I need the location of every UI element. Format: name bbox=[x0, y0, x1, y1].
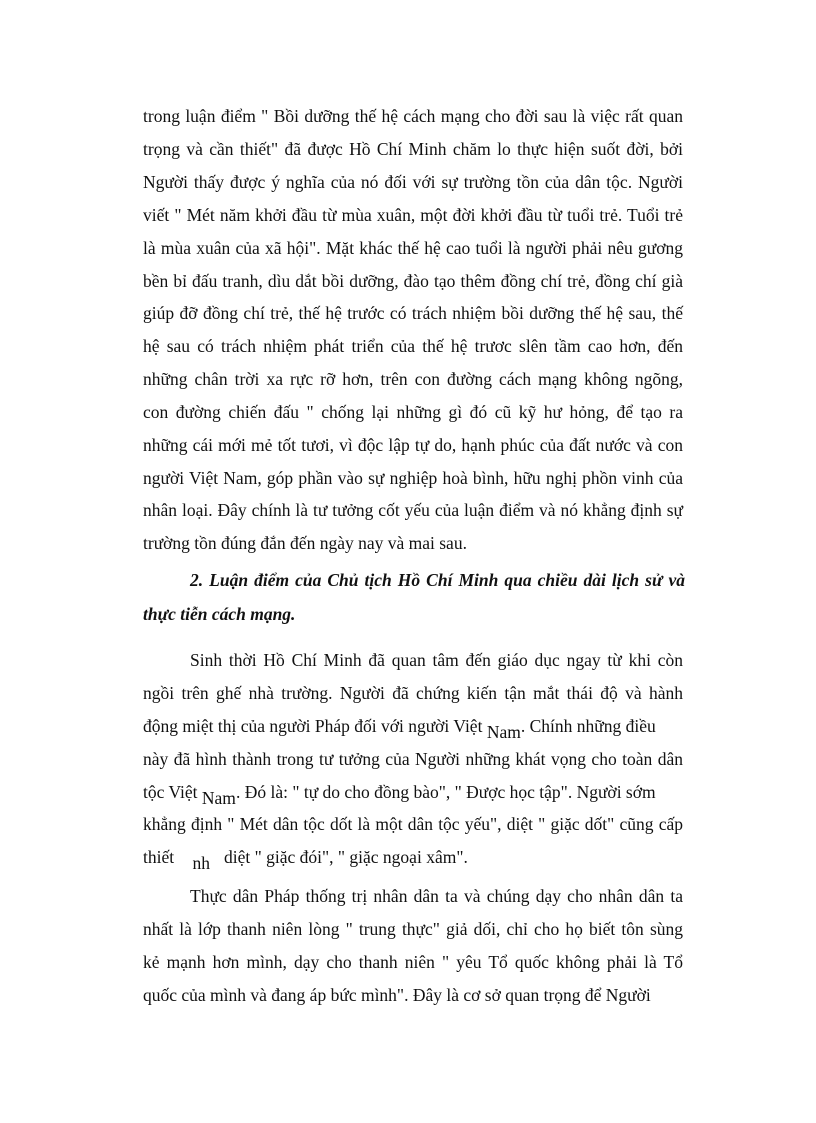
paragraph-3-line: kẻ mạnh hơn mình, dạy cho thanh niên " yêu Tổ quốc không phải là Tổ bbox=[143, 952, 683, 972]
paragraph-1-line: người Việt Nam, góp phần vào sự nghiệp hoà bình, hữu nghị phồn vinh của bbox=[143, 468, 683, 488]
paragraph-1-line: trọng và cần thiết" đã được Hồ Chí Minh chăm lo thực hiện suốt đời, bởi bbox=[143, 139, 683, 159]
paragraph-1-line: con đường chiến đấu " chống lại những gì đó cũ kỹ hư hỏng, để tạo ra bbox=[143, 402, 683, 422]
paragraph-2-text: diệt " giặc đói", " giặc ngoại xâm". bbox=[223, 847, 468, 867]
paragraph-1-line: là mùa xuân của xã hội". Mặt khác thế hệ cao tuổi là người phải nêu gương bbox=[143, 238, 683, 258]
paragraph-2-subscript-text: nh bbox=[192, 853, 210, 873]
paragraph-2-subscript-text: Nam bbox=[486, 722, 521, 742]
paragraph-3-line: nhất là lớp thanh niên lòng " trung thực" giả dối, chỉ cho họ biết tôn sùng bbox=[143, 919, 683, 939]
section-heading-continued: thực tiễn cách mạng. bbox=[143, 604, 296, 624]
paragraph-2-line: Sinh thời Hồ Chí Minh đã quan tâm đến giáo dục ngay từ khi còn bbox=[190, 650, 683, 670]
paragraph-2-text: động miệt thị của người Pháp đối với người Việt bbox=[143, 716, 483, 736]
paragraph-2-line: khẳng định " Mét dân tộc dốt là một dân tộc yếu", diệt " giặc dốt" cũng cấp bbox=[143, 814, 683, 834]
section-heading: 2. Luận điểm của Chủ tịch Hồ Chí Minh qua chiều dài lịch sử và bbox=[190, 570, 685, 590]
paragraph-2-line bbox=[143, 845, 683, 873]
paragraph-1-line: bền bỉ đấu tranh, dìu dắt bồi dưỡng, đào tạo thêm đồng chí trẻ, đồng chí già bbox=[143, 271, 683, 291]
paragraph-2-text: thiết bbox=[143, 847, 175, 867]
paragraph-2-line bbox=[143, 714, 683, 742]
paragraph-1-line: nhân loại. Đây chính là tư tưởng cốt yếu của luận điểm và nó khẳng định sự bbox=[143, 500, 683, 520]
paragraph-2-text: . Đó là: " tự do cho đồng bào", " Được học tập". Người sớm bbox=[235, 782, 656, 802]
paragraph-1-line: những chân trời xa rực rỡ hơn, trên con đường cách mạng không ngõng, bbox=[143, 369, 683, 389]
paragraph-2-subscript-text: Nam bbox=[201, 788, 236, 808]
paragraph-2-line bbox=[143, 780, 683, 808]
paragraph-1-line: những cái mới mẻ tốt tươi, vì độc lập tự do, hạnh phúc của đất nước và con bbox=[143, 435, 683, 455]
paragraph-2-text: . Chính những điều bbox=[520, 716, 656, 736]
paragraph-2-text: tộc Việt bbox=[143, 782, 198, 802]
paragraph-1-line: viết " Mét năm khởi đầu từ mùa xuân, một đời khởi đầu từ tuổi trẻ. Tuổi trẻ bbox=[143, 205, 683, 225]
paragraph-3-line: Thực dân Pháp thống trị nhân dân ta và chúng dạy cho nhân dân ta bbox=[190, 886, 683, 906]
paragraph-1-line: trường tồn đúng đắn đến ngày nay và mai sau. bbox=[143, 533, 467, 553]
paragraph-1-line: Người thấy được ý nghĩa của nó đối với sự trường tồn của dân tộc. Người bbox=[143, 172, 683, 192]
paragraph-2-line: này đã hình thành trong tư tưởng của Người những khát vọng cho toàn dân bbox=[143, 749, 683, 769]
paragraph-1-line: giúp đỡ đồng chí trẻ, thế hệ trước có trách nhiệm bồi dưỡng thế hệ sau, thế bbox=[143, 303, 683, 323]
paragraph-1-line: trong luận điểm " Bồi dưỡng thế hệ cách mạng cho đời sau là việc rất quan bbox=[143, 106, 683, 126]
paragraph-1-line: hệ sau có trách nhiệm phát triển của thế hệ trươc slên tầm cao hơn, đến bbox=[143, 336, 683, 356]
paragraph-3-line: quốc của mình và đang áp bức mình". Đây là cơ sở quan trọng để Người bbox=[143, 985, 651, 1005]
paragraph-2-line: ngồi trên ghế nhà trường. Người đã chứng kiến tận mắt thái độ và hành bbox=[143, 683, 683, 703]
